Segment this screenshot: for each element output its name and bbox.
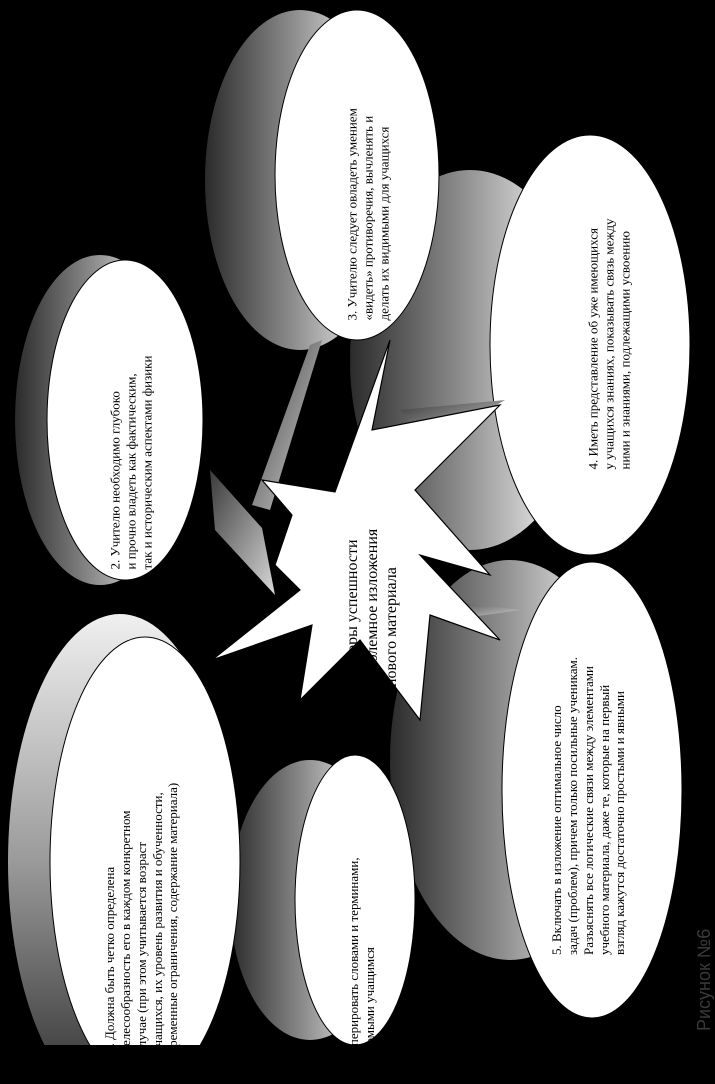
factor-2-text: 2. Учителю необходимо глубоко и прочно владеть как фактическим, так и историческим аспектами физики bbox=[107, 355, 155, 570]
factor-5-text: 5. Включать в изложение оптимальное число задач (проблем), причем только посильные ученикам. Разъяснять все логические связи между элементами учебного материала, даже те, которые на первый взгляд кажутся достаточно простыми и явными bbox=[549, 656, 628, 955]
factor-1-text: 1. Должна быть четко определена целесообразность его в каждом конкретном случае (при этом учитывается возраст учащихся, их уровень развития и обученности, временные ограничения, содержание материала) bbox=[102, 782, 181, 1053]
center-label: Факторы успешности проблемное изложения нового материала bbox=[344, 528, 401, 687]
factor-3-text: 3. Учителю следует овладеть умением «видеть» противоречия, вычленять и делать их видимыми для учащихся bbox=[344, 108, 392, 321]
factor-4-text: 4. Иметь представление об уже имеющихся у учащихся знаниях, показывать связь между ними и знаниями, подлежащими усвоению bbox=[585, 218, 633, 470]
figure-caption: Рисунок №6 bbox=[694, 928, 714, 1031]
factor-6-text: 6. Не оперировать словами и терминами, не знакомыми учащимся bbox=[346, 857, 377, 1084]
